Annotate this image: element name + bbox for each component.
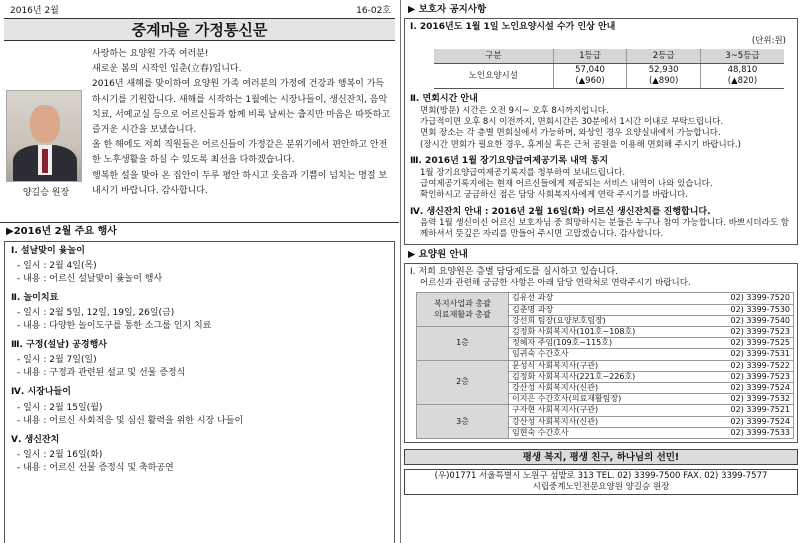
greeting-paragraph: 올 한 해에도 저희 직원들은 어르신들이 가정같은 분위기에서 편안하고 안전한 노후생활을 하실 수 있도록 최선을 다하겠습니다. (92, 140, 388, 166)
greeting-paragraph: 행복한 설을 맞아 온 집안이 두루 평안 하시고 웃음과 기쁨이 넘치는 명절 보내시기 바랍니다. 감사합니다. (92, 170, 388, 196)
director-caption: 양길승 원장 (22, 188, 70, 198)
birthday-title: Ⅳ. 생신잔치 안내 : 2016년 2월 16일(화) 어르신 생신잔치를 진행합니다. (410, 206, 711, 217)
notice-title: ▶ 보호자 공지사항 (408, 4, 487, 15)
staff-phone: 02) 3399-7530 (706, 304, 794, 315)
event-item (11, 293, 388, 333)
staff-name: 임현숙 수간호사 (509, 427, 706, 438)
fee-notice-title: Ⅰ. 2016년도 1월 1일 노인요양시설 수가 인상 안내 (410, 21, 616, 32)
fee-value: 48,810 (727, 65, 758, 76)
events-box (4, 241, 395, 543)
record-line: 확인하시고 궁금하신 점은 담당 사회복지사에게 연락 주시기를 바랍니다. (420, 190, 688, 201)
staff-phone: 02) 3399-7531 (706, 349, 794, 360)
fee-increase: (▲960) (575, 76, 605, 87)
event-item (11, 435, 388, 475)
visiting-notice (410, 94, 792, 151)
event-content: - 내용 : 어르신 설날맞이 윷놀이 행사 (17, 273, 163, 284)
event-content: - 내용 : 구정과 관련된 설교 및 선물 증정식 (17, 368, 186, 379)
staff-group-label: 1층 (417, 326, 509, 360)
fee-increase: (▲890) (648, 76, 679, 87)
event-item (11, 340, 388, 380)
staff-phone: 02) 3399-7532 (706, 394, 794, 405)
event-date: - 일시 : 2월 16일(화) (17, 449, 103, 460)
fee-table (434, 49, 784, 90)
staff-name: 강산성 사회복지사(신관) (509, 382, 706, 393)
issue-header (0, 0, 399, 18)
fee-header: 1등급 (553, 49, 627, 64)
event-content: - 내용 : 다양한 놀이도구를 통한 소그룹 인지 치료 (17, 321, 212, 331)
fee-value: 52,930 (648, 65, 679, 76)
event-date: - 일시 : 2월 4일(목) (17, 260, 97, 271)
staff-group-label: 복지사업과 총괄 의료재활과 총괄 (417, 293, 509, 327)
fee-row-label: 노인요양시설 (434, 64, 553, 89)
greeting-paragraph: 새로운 봄의 시작인 입춘(立春)입니다. (92, 64, 242, 75)
staff-name: 김정화 사회복지사(101호~108호) (509, 326, 706, 337)
staff-name: 김유선 과장 (509, 293, 706, 304)
visiting-line: 면회(방문) 시간은 오전 9시~ 오후 8시까지입니다. (420, 105, 609, 116)
director-photo (6, 90, 82, 182)
column-divider (400, 0, 401, 543)
event-title: Ⅱ. 놀이치료 (11, 292, 59, 303)
staff-phone: 02) 3399-7524 (706, 382, 794, 393)
event-item (11, 246, 388, 286)
staff-intro-line: 어르신과 관련해 궁금한 사항은 아래 담당 연락처로 연락주시기 바랍니다. (420, 277, 691, 288)
left-column (0, 0, 399, 543)
staff-box (404, 263, 798, 443)
footer-organization: 시립중계노인전문요양원 양길승 원장 (532, 481, 670, 492)
event-title: Ⅰ. 설날맞이 윷놀이 (11, 245, 85, 256)
staff-phone: 02) 3399-7522 (706, 360, 794, 371)
events-title: ▶2016년 2월 주요 행사 (0, 222, 399, 241)
staff-name: 문성식 사회복지사(구관) (509, 360, 706, 371)
staff-name: 정혜자 주임(109호~115호) (509, 338, 706, 349)
event-title: Ⅳ. 시장나들이 (11, 387, 71, 398)
event-content: - 내용 : 어르신 선물 증정식 및 축하공연 (17, 462, 174, 473)
visiting-title: Ⅱ. 면회시간 안내 (410, 94, 478, 105)
staff-phone: 02) 3399-7521 (706, 405, 794, 416)
staff-phone: 02) 3399-7525 (706, 338, 794, 349)
slogan-banner: 평생 복지, 평생 친구, 하나님의 선민! (404, 449, 798, 465)
record-line: 급여제공기록지에는 현재 어르신들에게 제공되는 서비스 내역이 나와 있습니다. (420, 178, 713, 189)
greeting-paragraph: 사랑하는 요양원 가족 여러분! (92, 49, 209, 59)
staff-intro-line: Ⅰ. 저희 요양원은 층별 담당제도를 실시하고 있습니다. (410, 266, 619, 277)
fee-cell (553, 64, 627, 89)
staff-phone: 02) 3399-7540 (706, 315, 794, 326)
staff-phone: 02) 3399-7533 (706, 427, 794, 438)
event-date: - 일시 : 2월 5일, 12일, 19일, 26일(금) (17, 308, 175, 318)
event-date: - 일시 : 2월 15일(월) (17, 402, 103, 413)
greeting-text (86, 44, 399, 222)
staff-title: ▶ 요양원 안내 (408, 248, 468, 260)
birthday-notice (410, 207, 792, 241)
unit-label: (단위:원) (751, 36, 786, 47)
issue-number: 16-02호 (356, 6, 391, 16)
visiting-line: 면회 장소는 각 층별 면회실에서 가능하며, 와상인 경우 요양실내에서 가능합니다. (420, 128, 721, 139)
event-title: Ⅴ. 생신잔치 (11, 434, 60, 445)
page-title: 중계마을 가정통신문 (4, 18, 395, 41)
event-content: - 내용 : 어르신 사회적응 및 심신 활력을 위한 시장 나들이 (17, 415, 244, 426)
fee-header: 구분 (434, 49, 553, 64)
staff-name: 김정화 사회복지사(221호~226호) (509, 371, 706, 382)
staff-phone: 02) 3399-7523 (706, 371, 794, 382)
staff-group-label: 2층 (417, 360, 509, 405)
staff-phone: 02) 3399-7520 (706, 293, 794, 304)
staff-phone: 02) 3399-7523 (706, 326, 794, 337)
record-notice (410, 156, 792, 201)
staff-group-label: 3층 (417, 405, 509, 439)
right-column (404, 0, 800, 543)
birthday-line: 음력 1월 생신이신 어르신 보호자님 중 희망하시는 분들은 누구나 참여 가능합니다. 바쁘시더라도 함께하셔서 뜻깊은 자리를 만들어 주시면 고맙겠습니다. 감사합니다. (420, 217, 789, 240)
staff-table (416, 292, 794, 439)
fee-cell (700, 64, 784, 89)
fee-header: 3~5등급 (700, 49, 784, 64)
fee-value: 57,040 (575, 65, 605, 76)
issue-date: 2016년 2월 (10, 6, 59, 16)
visiting-line: 가급적이면 오후 8시 이전까지, 면회시간은 30분에서 1시간 이내로 부탁드립니다. (420, 117, 724, 128)
director-greeting (0, 44, 399, 222)
record-line: 1월 장기요양급여제공기록지를 청부하여 보내드립니다. (420, 167, 626, 178)
event-item (11, 387, 388, 427)
fee-increase: (▲820) (727, 76, 758, 87)
visiting-line: (장시간 면회가 필요한 경우, 휴게실 혹은 근처 공원을 이용해 면회해 주시기 바랍니다.) (420, 139, 741, 150)
staff-name: 김춘명 과장 (509, 304, 706, 315)
staff-name: 임귀숙 수간호사 (509, 349, 706, 360)
fee-cell (627, 64, 701, 89)
footer-address: (우)01771 서울특별시 노원구 섬밭로 313 TEL. 02) 3399-7500 FAX. 02) 3399-7577 (434, 470, 768, 481)
notice-box (404, 18, 798, 245)
event-date: - 일시 : 2월 7일(일) (17, 355, 97, 366)
staff-name: 구자현 사회복지사(구관) (509, 405, 706, 416)
record-title: Ⅲ. 2016년 1월 장기요양급여제공기록 내역 통지 (410, 156, 609, 167)
staff-name: 강산성 사회복지사(신관) (509, 416, 706, 427)
staff-name: 강선희 팀장(요양보호팀장) (509, 315, 706, 326)
greeting-paragraph: 2016년 새해를 맞이하여 요양원 가족 여러분의 가정에 건강과 행복이 가득하시기를 기원합니다. 새해를 시작하는 1월에는 시장나들이, 생신잔치, 음악치료, 서예교실 등으로 어르신들과 함께 비록 날씨는 춥지만 마음은 따뜻하고 즐거운 시간을 보냈습니다. (92, 79, 391, 136)
contact-footer (404, 469, 798, 495)
staff-phone: 02) 3399-7524 (706, 416, 794, 427)
event-title: Ⅲ. 구정(설날) 공경행사 (11, 340, 107, 350)
fee-header: 2등급 (627, 49, 701, 64)
staff-name: 이지은 수간호사(의료재활팀장) (509, 394, 706, 405)
